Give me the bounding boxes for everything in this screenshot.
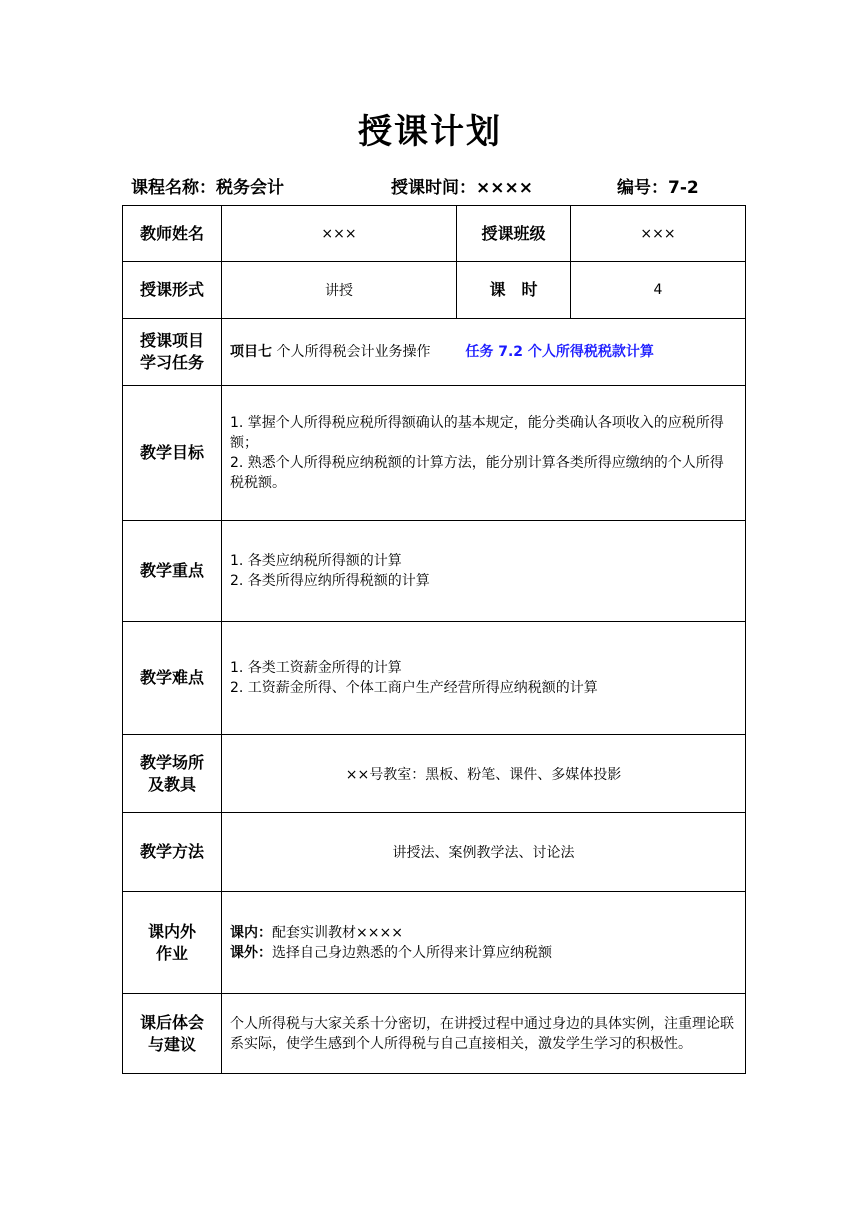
table-row-goals xyxy=(123,386,746,521)
table-row-project xyxy=(123,319,746,386)
inclass-value: 配套实训教材×××× xyxy=(272,924,403,941)
outclass-homework xyxy=(230,943,737,963)
venue-value: ××号教室：黑板、粉笔、课件、多媒体投影 xyxy=(222,735,746,813)
teaching-time-label: 授课时间： xyxy=(391,178,476,198)
goal-item-1: 1. 掌握个人所得税应税所得额确认的基本规定，能分类确认各项收入的应税所得额； xyxy=(230,415,724,451)
class-label: 授课班级 xyxy=(457,206,571,262)
venue-label-line2: 及教具 xyxy=(147,774,196,794)
difficulties-value xyxy=(222,622,746,735)
homework-label-line2: 作业 xyxy=(155,943,188,963)
difficulty-item-1: 1. 各类工资薪金所得的计算 xyxy=(230,660,402,676)
table-row-teacher xyxy=(123,206,746,262)
class-hours-label: 课 时 xyxy=(457,262,571,319)
course-name-label: 课程名称： xyxy=(131,178,216,198)
table-row-form xyxy=(123,262,746,319)
document-number-label: 编号： xyxy=(617,178,668,198)
difficulty-item-2: 2. 工资薪金所得、个体工商户生产经营所得应纳税额的计算 xyxy=(230,680,598,696)
table-row-homework xyxy=(123,892,746,994)
teaching-form-label: 授课形式 xyxy=(123,262,222,319)
reflection-label-line1: 课后体会 xyxy=(139,1012,204,1032)
methods-value: 讲授法、案例教学法、讨论法 xyxy=(222,813,746,892)
teaching-goals-value xyxy=(222,386,746,521)
project-task-label-line1: 授课项目 xyxy=(139,331,204,350)
course-name-value: 税务会计 xyxy=(216,178,284,198)
key-points-label: 教学重点 xyxy=(123,521,222,622)
lesson-plan-table xyxy=(122,205,746,1074)
venue-label-line1: 教学场所 xyxy=(139,752,204,772)
document-number-value: 7-2 xyxy=(668,178,699,198)
homework-label xyxy=(123,892,222,994)
inclass-label: 课内： xyxy=(230,924,272,941)
table-row-reflection xyxy=(123,994,746,1074)
table-row-key-points xyxy=(123,521,746,622)
homework-value xyxy=(222,892,746,994)
task-text: 任务 7.2 个人所得税税款计算 xyxy=(465,344,654,360)
venue-label xyxy=(123,735,222,813)
key-point-item-2: 2. 各类所得应纳所得税额的计算 xyxy=(230,573,430,589)
methods-label: 教学方法 xyxy=(123,813,222,892)
goal-item-2: 2. 熟悉个人所得税应纳税额的计算方法，能分别计算各类所得应缴纳的个人所得税税额。 xyxy=(230,455,724,491)
outclass-value: 选择自己身边熟悉的个人所得来计算应纳税额 xyxy=(272,944,552,961)
project-task-label xyxy=(123,319,222,386)
key-points-value xyxy=(222,521,746,622)
difficulties-label: 教学难点 xyxy=(123,622,222,735)
teaching-time-value: ×××× xyxy=(476,178,533,198)
homework-label-line1: 课内外 xyxy=(147,921,196,941)
class-hours-value: 4 xyxy=(571,262,746,319)
project-task-value xyxy=(222,319,746,386)
reflection-label-line2: 与建议 xyxy=(147,1034,196,1054)
teaching-goals-label: 教学目标 xyxy=(123,386,222,521)
teaching-form-value: 讲授 xyxy=(222,262,457,319)
key-point-item-1: 1. 各类应纳税所得额的计算 xyxy=(230,553,402,569)
project-task-label-line2: 学习任务 xyxy=(139,353,204,372)
teacher-name-label: 教师姓名 xyxy=(123,206,222,262)
outclass-label: 课外： xyxy=(230,944,272,961)
teaching-time xyxy=(391,173,533,198)
course-name xyxy=(131,173,284,198)
project-text: 个人所得税会计业务操作 xyxy=(276,344,431,360)
reflection-value: 个人所得税与大家关系十分密切，在讲授过程中通过身边的具体实例，注重理论联系实际，使学生感到个人所得税与自己直接相关，激发学生学习的积极性。 xyxy=(222,994,746,1074)
document-number xyxy=(617,173,699,198)
class-value: ××× xyxy=(571,206,746,262)
inclass-homework xyxy=(230,923,737,943)
page-title: 授课计划 xyxy=(358,112,502,152)
project-prefix: 项目七 xyxy=(230,344,272,360)
table-row-methods xyxy=(123,813,746,892)
table-row-venue xyxy=(123,735,746,813)
table-row-difficulties xyxy=(123,622,746,735)
teacher-name-value: ××× xyxy=(222,206,457,262)
reflection-label xyxy=(123,994,222,1074)
